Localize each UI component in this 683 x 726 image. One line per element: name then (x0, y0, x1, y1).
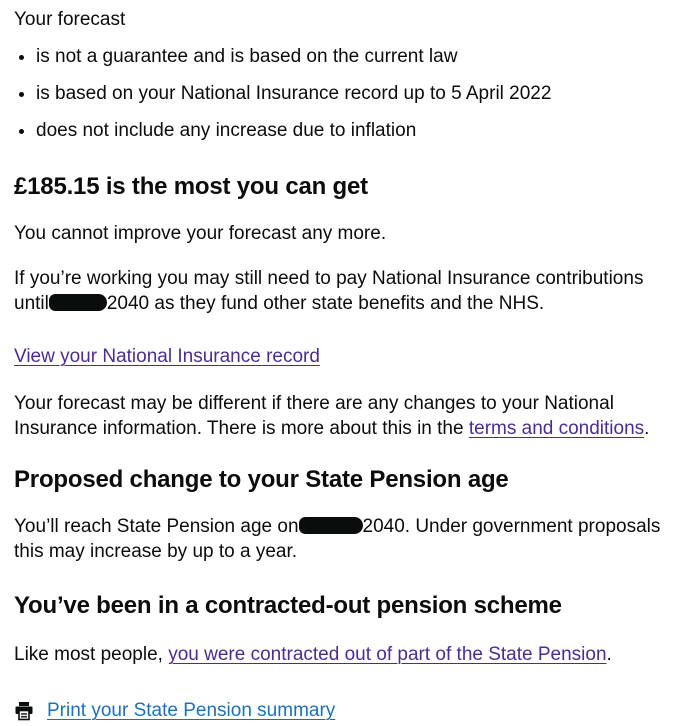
forecast-lead: Your forecast (14, 9, 126, 30)
contracted-out-heading: You’ve been in a contracted-out pension scheme (14, 592, 562, 619)
pension-age-text (14, 514, 669, 564)
max-amount-heading: £185.15 is the most you can get (14, 173, 368, 200)
forecast-different-text (14, 391, 669, 441)
print-summary-link[interactable]: Print your State Pension summary (47, 700, 336, 721)
forecast-different-text-after: . (644, 418, 650, 439)
printer-icon[interactable] (14, 701, 34, 721)
redacted-date-blob (299, 517, 363, 534)
view-ni-record-link[interactable]: View your National Insurance record (14, 346, 320, 367)
pension-age-heading: Proposed change to your State Pension age (14, 466, 509, 493)
ni-contributions-text (14, 266, 669, 316)
contracted-out-text (14, 642, 669, 667)
ni-contributions-text-after: 2040 as they fund other state benefits and the NHS. (106, 293, 545, 314)
list-item: • does not include any increase due to inflation (36, 118, 654, 143)
terms-and-conditions-link[interactable]: terms and conditions (468, 418, 645, 439)
print-summary-row (14, 698, 669, 723)
contracted-out-link[interactable]: you were contracted out of part of the State Pension (168, 644, 607, 665)
forecast-bullet-list (14, 44, 654, 143)
contracted-out-text-before: Like most people, (14, 644, 169, 665)
list-item: • is based on your National Insurance record up to 5 April 2022 (36, 81, 654, 106)
pension-age-text-after: 2040. Under government proposals this may increase by up to a year. (14, 516, 661, 562)
ni-contributions-text-before: If you’re working you may still need to pay National Insurance contributions until (14, 268, 644, 314)
redacted-date-blob (49, 294, 107, 311)
ni-record-link-row (14, 344, 669, 369)
contracted-out-text-after: . (606, 644, 612, 665)
cannot-improve-text: You cannot improve your forecast any more. (14, 223, 387, 244)
forecast-different-text-before: Your forecast may be different if there are any changes to your National Insurance information. There is more about this in the (14, 393, 614, 439)
pension-age-text-before: You’ll reach State Pension age on (14, 516, 299, 537)
list-item: • is not a guarantee and is based on the current law (36, 44, 654, 69)
